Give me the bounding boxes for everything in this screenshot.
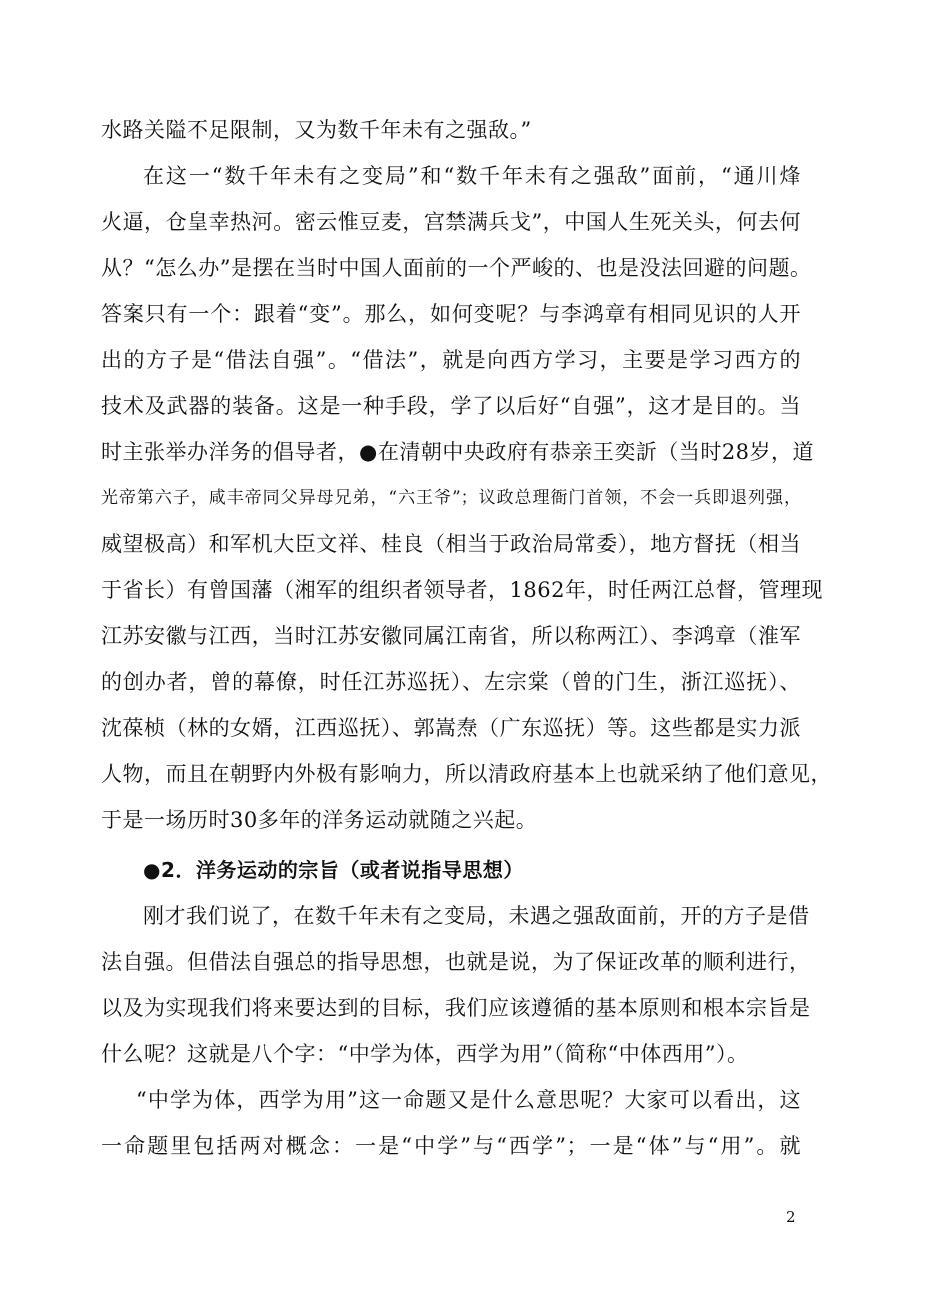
text-line: 答案只有一个：跟着“变”。那么，如何变呢？与李鸿章有相同见识的人开 (101, 302, 801, 326)
text-line: 火逼，仓皇幸热河。密云惟豆麦，宫禁满兵戈”，中国人生死关头，何去何 (101, 210, 801, 234)
text-line: 于是一场历时30多年的洋务运动就随之兴起。 (101, 808, 538, 832)
text-line: 水路关隘不足限制，又为数千年未有之强敌。” (101, 118, 532, 142)
text-line: 一命题里包括两对概念：一是“中学”与“西学”；一是“体”与“用”。就 (101, 1134, 801, 1158)
text-line: 的创办者，曾的幕僚，时任江苏巡抚）、左宗棠（曾的门生，浙江巡抚）、 (101, 670, 801, 694)
text-line: 威望极高）和军机大臣文祥、桂良（相当于政治局常委），地方督抚（相当 (101, 532, 801, 556)
text-line: 人物，而且在朝野内外极有影响力，所以清政府基本上也就采纳了他们意见， (101, 762, 832, 786)
paragraph-first-line: 刚才我们说了，在数千年未有之变局，未遇之强敌面前，开的方子是借 (143, 904, 810, 928)
text-line: 时主张举办洋务的倡导者，●在清朝中央政府有恭亲王奕訢（当时28岁，道 (101, 440, 815, 464)
text-line-small: 光帝第六子，咸丰帝同父异母兄弟，“六王爷”；议政总理衙门首领，不会一兵即退列强， (101, 488, 801, 508)
text-line: 江苏安徽与江西，当时江苏安徽同属江南省，所以称两江）、李鸿章（淮军 (101, 624, 801, 648)
text-line: 以及为实现我们将来要达到的目标，我们应该遵循的基本原则和根本宗旨是 (101, 996, 811, 1020)
paragraph-first-line: 在这一“数千年未有之变局”和“数千年未有之强敌”面前，“通川烽 (143, 164, 801, 188)
text-line: 沈葆桢（林的女婿，江西巡抚）、郭嵩焘（广东巡抚）等。这些都是实力派 (101, 716, 801, 740)
text-line: 从？“怎么办”是摆在当时中国人面前的一个严峻的、也是没法回避的问题。 (101, 256, 812, 280)
page-number: 2 (786, 1208, 796, 1226)
paragraph-first-line: “中学为体，西学为用”这一命题又是什么意思呢？大家可以看出，这 (136, 1088, 801, 1112)
text-line: 什么呢？这就是八个字：“中学为体，西学为用”（简称“中体西用”）。 (101, 1042, 749, 1066)
text-line: 于省长）有曾国藩（湘军的组织者领导者，1862年，时任两江总督，管理现 (101, 578, 823, 602)
section-heading: ●2．洋务运动的宗旨（或者说指导思想） (143, 858, 524, 882)
text-line: 出的方子是“借法自强”。“借法”，就是向西方学习，主要是学习西方的 (101, 348, 801, 372)
text-line: 技术及武器的装备。这是一种手段，学了以后好“自强”，这才是目的。当 (101, 394, 801, 418)
text-line: 法自强。但借法自强总的指导思想，也就是说，为了保证改革的顺利进行， (101, 950, 811, 974)
